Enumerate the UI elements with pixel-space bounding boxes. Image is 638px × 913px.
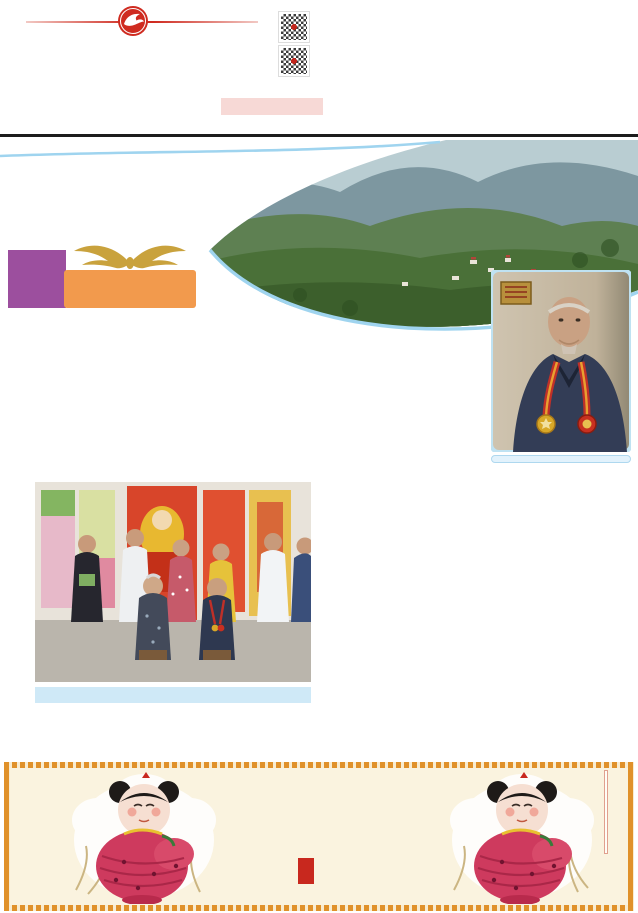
column-2-lower: [321, 486, 418, 756]
badge-left-panel: [8, 250, 66, 308]
qr-panel: [265, 12, 323, 80]
feature-article: [0, 140, 638, 758]
masthead-divider: [0, 134, 638, 137]
family-photo: [35, 482, 311, 700]
seal-box-text: [298, 858, 314, 884]
qr-code-icon: [279, 46, 309, 76]
issue-date: [221, 98, 323, 115]
values-column: [597, 858, 605, 902]
clay-doll-illustration: [68, 770, 220, 904]
top-article: [330, 12, 632, 132]
masthead: [0, 0, 638, 134]
slogan-panel: [588, 770, 624, 905]
veteran-portrait: [491, 270, 631, 463]
series-badge: [8, 244, 198, 308]
values-list: [588, 858, 624, 902]
clay-doll-illustration: [446, 770, 598, 904]
public-service-ad: [4, 762, 634, 911]
column-1: [8, 242, 206, 480]
china-dream-seal: [278, 856, 330, 902]
qr-code-icon: [279, 12, 309, 42]
values-column: [608, 858, 616, 902]
portrait-caption: [491, 455, 631, 463]
column-3: [426, 242, 631, 756]
column-2: [215, 246, 417, 482]
ad-inner: [10, 768, 628, 905]
top-article-body: [330, 21, 632, 103]
dove-icon: [117, 5, 149, 37]
family-photo-caption: [35, 687, 311, 703]
vertical-slogan: [604, 770, 608, 854]
badge-right-panel: [64, 270, 196, 308]
wings-icon: [64, 242, 196, 271]
article-columns: [0, 240, 638, 758]
